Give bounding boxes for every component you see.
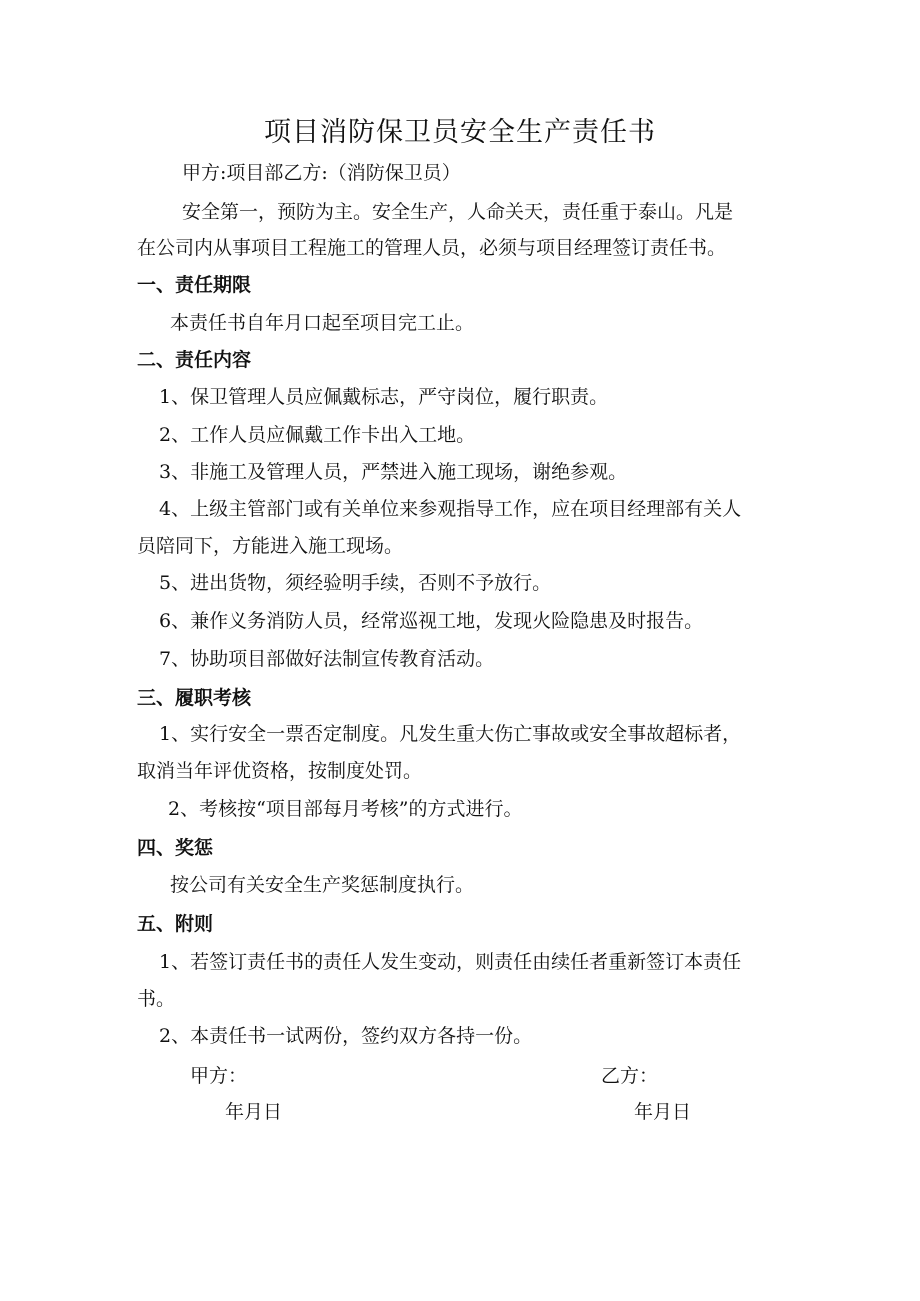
section-heading-assessment: 三、履职考核 [137, 687, 252, 709]
content-item: 6、兼作义务消防人员，经常巡视工地，发现火险隐患及时报告。 [159, 610, 704, 632]
content-item: 1、保卫管理人员应佩戴标志，严守岗位，履行职责。 [159, 386, 609, 408]
section-heading-rewards: 四、奖惩 [137, 837, 214, 859]
appendix-item: 1、若签订责任书的责任人发生变动，则责任由续任者重新签订本责任 [159, 951, 742, 973]
intro-line-2: 在公司内从事项目工程施工的管理人员，必须与项目经理签订责任书。 [137, 237, 727, 259]
party-b-signature-label: 乙方： [601, 1065, 659, 1087]
term-text: 本责任书自年月口起至项目完工止。 [170, 312, 475, 334]
section-heading-term: 一、责任期限 [137, 274, 252, 296]
assessment-item-continuation: 取消当年评优资格，按制度处罚。 [137, 760, 423, 782]
parties-line: 甲方:项目部乙方:（消防保卫员） [182, 162, 461, 184]
content-item: 3、非施工及管理人员，严禁进入施工现场，谢绝参观。 [159, 461, 628, 483]
content-item-continuation: 员陪同下，方能进入施工现场。 [137, 535, 404, 557]
assessment-item: 2、考核按“项目部每月考核”的方式进行。 [168, 798, 523, 820]
party-b-date: 年月日 [634, 1101, 692, 1123]
document-title: 项目消防保卫员安全生产责任书 [264, 117, 656, 148]
intro-line-1: 安全第一，预防为主。安全生产，人命关天，责任重于泰山。凡是 [182, 201, 734, 223]
content-item: 5、进出货物，须经验明手续，否则不予放行。 [159, 572, 552, 594]
content-item: 4、上级主管部门或有关单位来参观指导工作，应在项目经理部有关人 [159, 498, 742, 520]
content-item: 7、协助项目部做好法制宣传教育活动。 [159, 648, 495, 670]
party-a-signature-label: 甲方： [190, 1065, 248, 1087]
section-heading-appendix: 五、附则 [137, 913, 214, 935]
content-item: 2、工作人员应佩戴工作卡出入工地。 [159, 424, 476, 446]
appendix-item-continuation: 书。 [137, 988, 176, 1010]
party-a-date: 年月日 [225, 1101, 283, 1123]
rewards-text: 按公司有关安全生产奖惩制度执行。 [170, 874, 475, 896]
section-heading-content: 二、责任内容 [137, 349, 252, 371]
appendix-item: 2、本责任书一试两份，签约双方各持一份。 [159, 1025, 533, 1047]
assessment-item: 1、实行安全一票否定制度。凡发生重大伤亡事故或安全事故超标者， [159, 723, 742, 745]
